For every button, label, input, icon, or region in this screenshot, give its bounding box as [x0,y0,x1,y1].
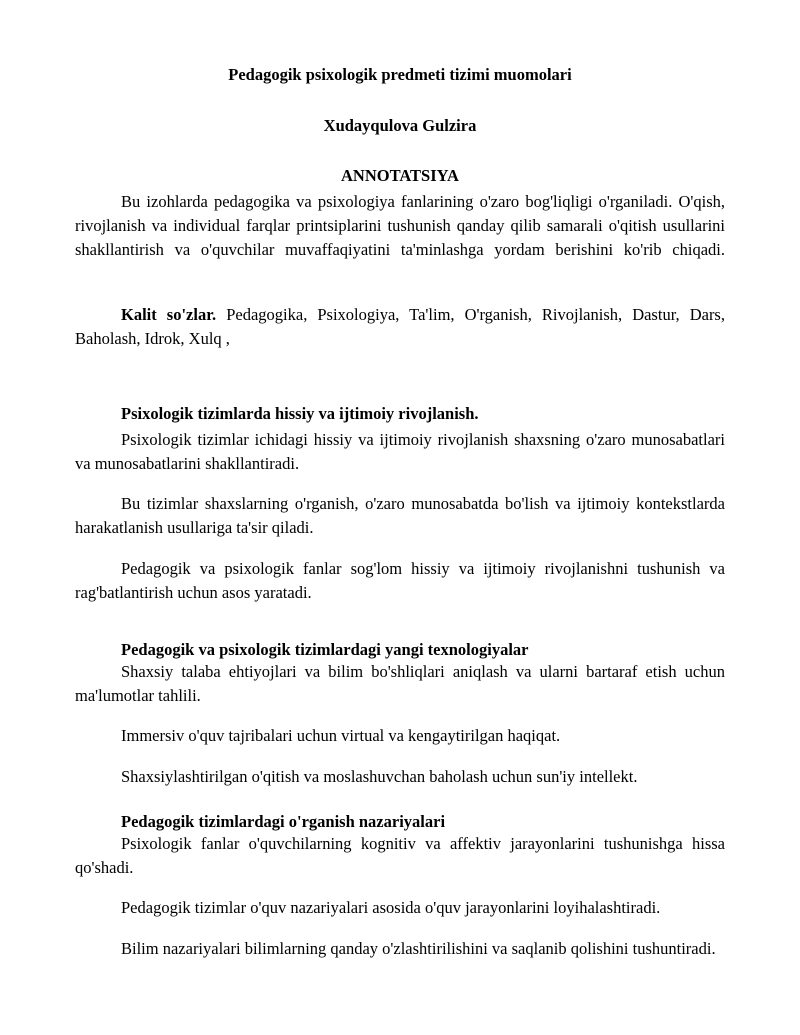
author-name: Xudayqulova Gulzira [323,116,477,135]
document-title: Pedagogik psixologik predmeti tizimi muomolari [228,65,572,84]
annotation-heading: ANNOTATSIYA [341,166,459,185]
document-page [75,0,725,1035]
keywords-text: Pedagogika, Psixologiya, Ta'lim, O'rganish, Rivojlanish, Dastur, Dars, Baholash, Idrok, Xulq , [75,305,725,348]
section-heading-learning-theories: Pedagogik tizimlardagi o'rganish nazariyalari [121,812,446,831]
section1-paragraph: Bu tizimlar shaxslarning o'rganish, o'zaro munosabatda bo'lish va ijtimoiy kontekstlarda harakatlanish usullariga ta'sir qiladi. [75,494,725,537]
annotation-paragraph: Bu izohlarda pedagogika va psixologiya fanlarining o'zaro bog'liqligi o'rganiladi. O'qish, rivojlanish va individual farqlar printsiplarini tushunish qanday qilib samarali o'qitish usullarini shakllantirish va o'quvchilar muvaffaqiyatini ta'minlashga yordam berishini ko'rib chiqadi. [75,192,725,259]
section1-paragraph: Pedagogik va psixologik fanlar sog'lom hissiy va ijtimoiy rivojlanishni tushunish va rag'batlantirish uchun asos yaratadi. [75,559,725,602]
section2-paragraph: Immersiv o'quv tajribalari uchun virtual va kengaytirilgan haqiqat. [121,726,561,745]
section3-paragraph: Psixologik fanlar o'quvchilarning kognitiv va affektiv jarayonlarini tushunishga hissa qo'shadi. [75,834,725,877]
section-heading-emotional-social: Psixologik tizimlarda hissiy va ijtimoiy rivojlanish. [121,404,479,423]
section2-paragraph: Shaxsiylashtirilgan o'qitish va moslashuvchan baholash uchun sun'iy intellekt. [121,767,638,786]
keywords-label: Kalit so'zlar. [121,305,217,324]
section-heading-new-technologies: Pedagogik va psixologik tizimlardagi yangi texnologiyalar [121,640,529,659]
section2-paragraph: Shaxsiy talaba ehtiyojlari va bilim bo'shliqlari aniqlash va ularni bartaraf etish uchun ma'lumotlar tahlili. [75,662,725,705]
keywords-paragraph [75,303,725,351]
section3-paragraph: Pedagogik tizimlar o'quv nazariyalari asosida o'quv jarayonlarini loyihalashtiradi. [121,898,661,917]
section3-paragraph: Bilim nazariyalari bilimlarning qanday o'zlashtirilishini va saqlanib qolishini tushuntiradi. [121,939,716,958]
section1-paragraph: Psixologik tizimlar ichidagi hissiy va ijtimoiy rivojlanish shaxsning o'zaro munosabatlari va munosabatlarini shakllantiradi. [75,430,725,473]
